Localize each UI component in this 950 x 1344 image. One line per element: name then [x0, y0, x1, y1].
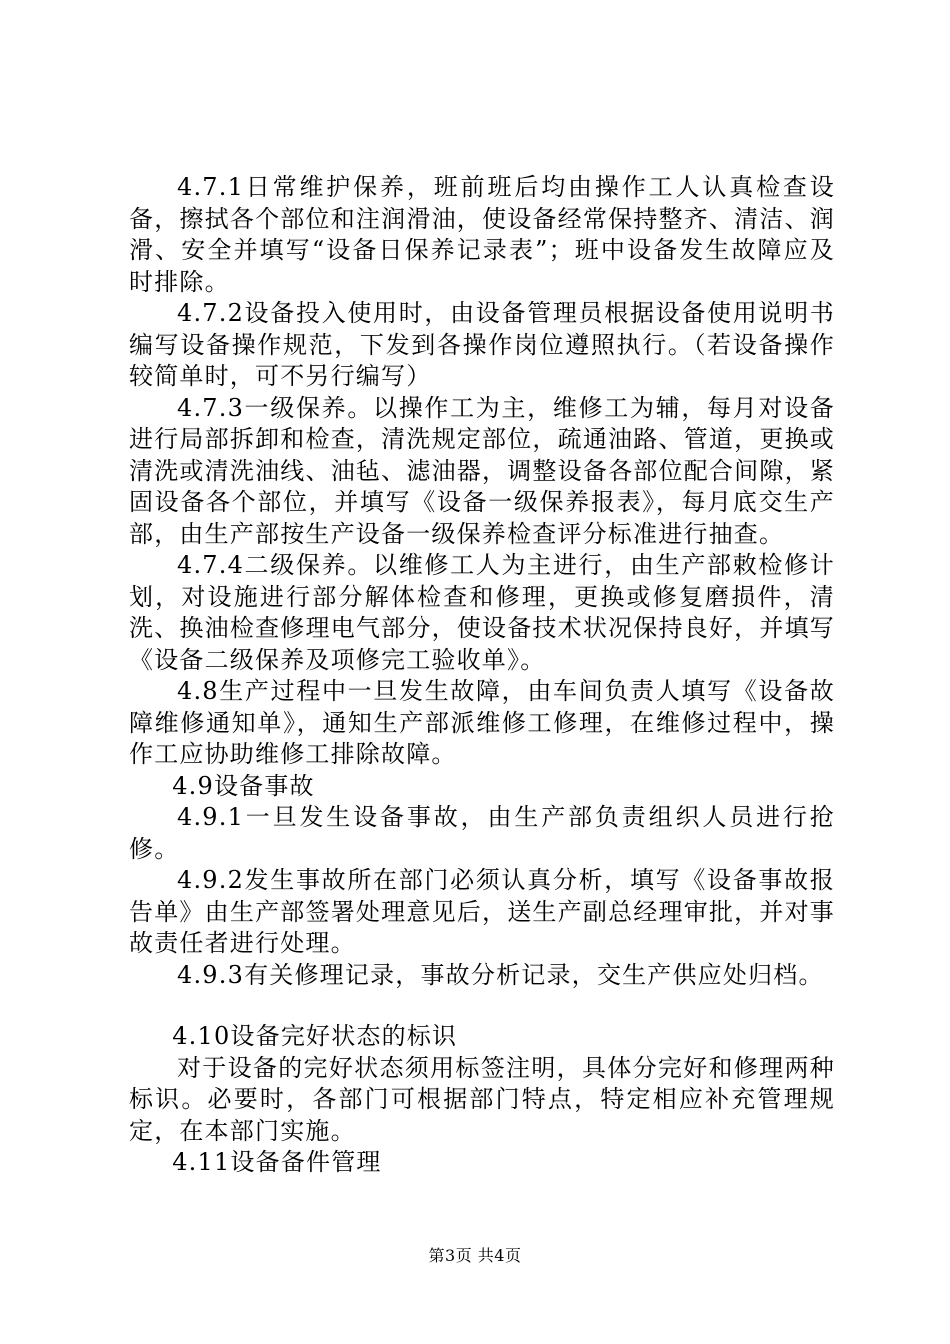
paragraph-4-7-3: 4.7.3一级保养。以操作工为主，维修工为辅，每月对设备进行局部拆卸和检查，清洗规定部位，疏通油路、管道，更换或清洗或清洗油线、油毡、滤油器，调整设备各部位配合间隙，紧固设备各个部位，并填写《设备一级保养报表》，每月底交生产部，由生产部按生产设备一级保养检查评分标准进行抽查。	[129, 393, 835, 548]
section-spacer	[129, 991, 835, 1021]
paragraph-4-9-3: 4.9.3有关修理记录，事故分析记录，交生产供应处归档。	[177, 960, 824, 989]
paragraph-4-7-4: 4.7.4二级保养。以维修工人为主进行，由生产部敕检修计划，对设施进行部分解体检查和修理，更换或修复磨损件，清洗、换油检查修理电气部分，使设备技术状况保持良好，并填写《设备二级保养及项修完工验收单》。	[129, 551, 835, 674]
paragraph-4-7-2: 4.7.2设备投入使用时，由设备管理员根据设备使用说明书编写设备操作规范，下发到各操作岗位遵照执行。（若设备操作较简单时，可不另行编写）	[129, 299, 835, 390]
paragraph-4-7-1: 4.7.1日常维护保养，班前班后均由操作工人认真检查设备，擦拭各个部位和注润滑油，使设备经常保持整齐、清洁、润滑、安全并填写“设备日保养记录表”；班中设备发生故障应及时排除。	[129, 173, 835, 296]
document-body	[129, 172, 835, 1179]
section-heading-4-11: 4.11设备备件管理	[172, 1148, 382, 1176]
paragraph-4-8: 4.8生产过程中一旦发生故障，由车间负责人填写《设备故障维修通知单》，通知生产部派维修工修理，在维修过程中，操作工应协助维修工排除故障。	[129, 677, 835, 768]
page-footer	[0, 1243, 950, 1266]
page-number: 第3页 共4页	[428, 1246, 522, 1265]
paragraph-4-9-1: 4.9.1一旦发生设备事故，由生产部负责组织人员进行抢修。	[129, 803, 835, 863]
section-heading-4-9: 4.9设备事故	[172, 771, 315, 800]
section-heading-4-10: 4.10设备完好状态的标识	[172, 1022, 458, 1050]
paragraph-4-9-2: 4.9.2发生事故所在部门必须认真分析，填写《设备事故报告单》由生产部签署处理意见后，送生产副总经理审批，并对事故责任者进行处理。	[129, 866, 835, 957]
paragraph-status-labeling: 对于设备的完好状态须用标签注明，具体分完好和修理两种标识。必要时，各部门可根据部门特点，特定相应补充管理规定，在本部门实施。	[129, 1053, 835, 1145]
